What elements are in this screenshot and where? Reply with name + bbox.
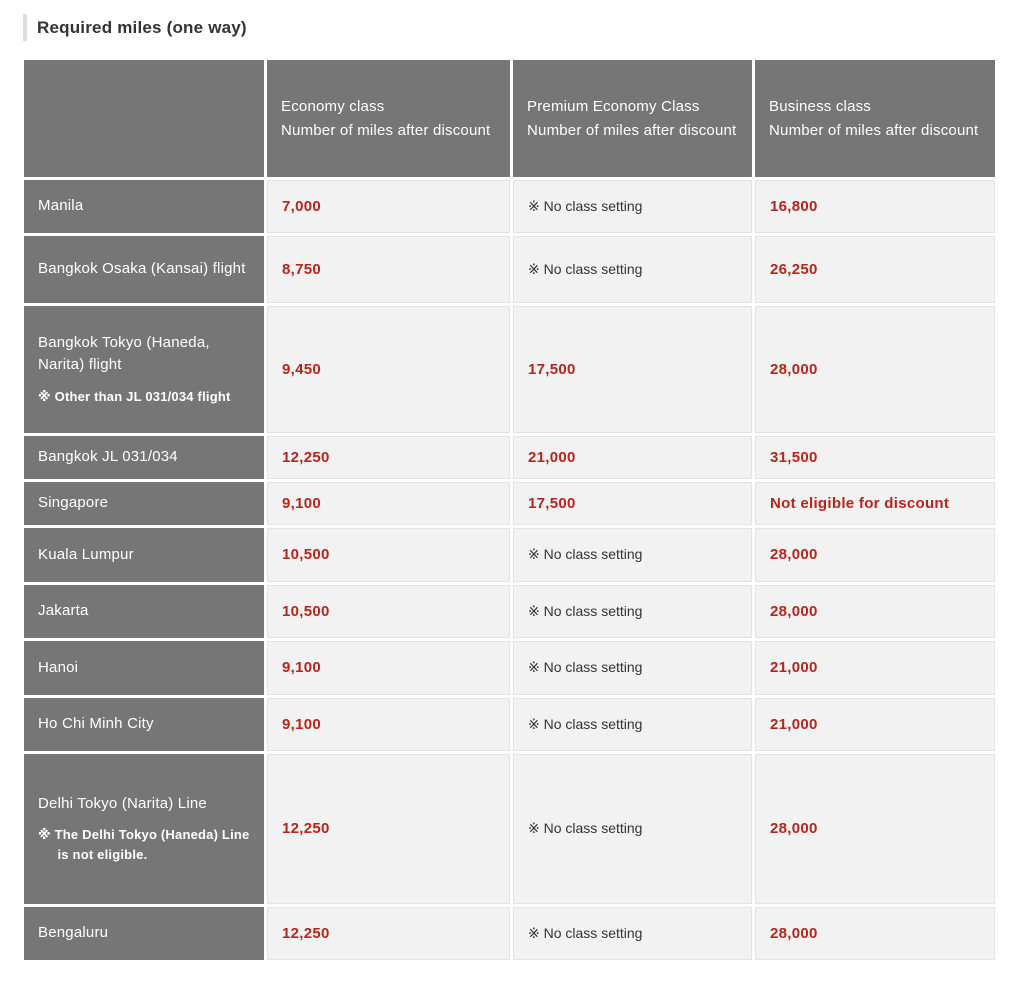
miles-value: 28,000 — [770, 820, 818, 837]
column-header-economy — [267, 60, 510, 177]
destination-note: ※ The Delhi Tokyo (Haneda) Line is not eligible. — [38, 827, 250, 863]
premium-economy-cell — [513, 528, 752, 582]
miles-value: 10,500 — [282, 546, 330, 563]
destination-label: Bengaluru — [38, 924, 109, 942]
no-class-setting-note: ※ No class setting — [528, 197, 643, 214]
table-row-singapore — [24, 482, 995, 525]
column-header-business-sub: Number of miles after discount — [769, 121, 979, 139]
miles-value: 12,250 — [282, 448, 330, 466]
destination-label: Manila — [38, 197, 84, 215]
no-class-setting-note: ※ No class setting — [528, 715, 643, 732]
required-miles-table — [21, 57, 998, 963]
row-header-bengaluru — [24, 907, 264, 960]
business-cell — [755, 180, 995, 233]
business-cell — [755, 528, 995, 582]
miles-value: 26,250 — [770, 260, 818, 278]
column-header-premium-economy — [513, 60, 752, 177]
miles-value: 8,750 — [282, 260, 322, 278]
column-header-premium-sub: Number of miles after discount — [527, 121, 737, 139]
premium-economy-cell — [513, 236, 752, 303]
destination-label: Hanoi — [38, 658, 79, 676]
business-cell — [755, 585, 995, 638]
no-class-setting-note: ※ No class setting — [528, 602, 643, 619]
business-cell — [755, 482, 995, 525]
business-cell — [755, 236, 995, 303]
destination-label: Ho Chi Minh City — [38, 715, 154, 733]
row-header-singapore — [24, 482, 264, 525]
premium-economy-cell — [513, 641, 752, 695]
row-header-bangkok-tokyo — [24, 306, 264, 433]
section-header — [23, 14, 1024, 41]
destination-label: Bangkok Osaka (Kansai) flight — [38, 260, 246, 278]
table-row-bangkok-osaka — [24, 236, 995, 303]
destination-label: Singapore — [38, 494, 109, 512]
business-cell — [755, 306, 995, 433]
no-class-setting-note: ※ No class setting — [528, 659, 643, 675]
miles-value: 31,500 — [770, 448, 818, 466]
economy-cell — [267, 907, 510, 960]
row-header-kuala-lumpur — [24, 528, 264, 582]
row-header-hanoi — [24, 641, 264, 695]
economy-cell — [267, 436, 510, 479]
miles-value: 21,000 — [770, 659, 818, 676]
premium-economy-cell — [513, 180, 752, 233]
table-row-ho-chi-minh — [24, 698, 995, 751]
economy-cell — [267, 641, 510, 695]
business-cell — [755, 698, 995, 751]
title-accent-bar — [23, 14, 27, 41]
economy-cell — [267, 236, 510, 303]
table-row-bangkok-tokyo — [24, 306, 995, 433]
page-title: Required miles (one way) — [37, 17, 247, 37]
row-header-jakarta — [24, 585, 264, 638]
table-row-manila — [24, 180, 995, 233]
business-cell — [755, 907, 995, 960]
business-cell — [755, 754, 995, 904]
destination-label: Kuala Lumpur — [38, 545, 134, 563]
miles-value: 17,500 — [528, 360, 576, 378]
table-row-delhi — [24, 754, 995, 904]
not-eligible-text: Not eligible for discount — [770, 494, 950, 512]
column-header-business — [755, 60, 995, 177]
premium-economy-cell — [513, 698, 752, 751]
miles-value: 12,250 — [282, 820, 330, 837]
row-header-manila — [24, 180, 264, 233]
row-header-bangkok-jl — [24, 436, 264, 479]
miles-value: 21,000 — [770, 715, 818, 733]
miles-value: 16,800 — [770, 197, 818, 215]
economy-cell — [267, 528, 510, 582]
header-row — [24, 60, 995, 177]
no-class-setting-note: ※ No class setting — [528, 546, 643, 562]
miles-value: 28,000 — [770, 546, 818, 563]
premium-economy-cell — [513, 907, 752, 960]
table-row-bangkok-jl — [24, 436, 995, 479]
miles-value: 28,000 — [770, 602, 818, 620]
row-header-delhi — [24, 754, 264, 904]
miles-value: 9,450 — [282, 360, 322, 378]
no-class-setting-note: ※ No class setting — [528, 924, 643, 941]
table-row-bengaluru — [24, 907, 995, 960]
column-header-business-class: Business class — [769, 98, 872, 116]
economy-cell — [267, 180, 510, 233]
premium-economy-cell — [513, 436, 752, 479]
premium-economy-cell — [513, 754, 752, 904]
miles-value: 7,000 — [282, 197, 322, 215]
economy-cell — [267, 482, 510, 525]
miles-value: 21,000 — [528, 448, 576, 466]
miles-value: 9,100 — [282, 659, 322, 676]
premium-economy-cell — [513, 585, 752, 638]
destination-label: Delhi Tokyo (Narita) Line — [38, 794, 207, 812]
economy-cell — [267, 585, 510, 638]
table-row-kuala-lumpur — [24, 528, 995, 582]
row-header-ho-chi-minh — [24, 698, 264, 751]
premium-economy-cell — [513, 482, 752, 525]
column-header-economy-sub: Number of miles after discount — [281, 121, 491, 139]
miles-value: 9,100 — [282, 715, 322, 733]
destination-label: Jakarta — [38, 602, 89, 620]
destination-label: Bangkok Tokyo (Haneda, Narita) flight — [38, 333, 210, 374]
miles-value: 12,250 — [282, 924, 330, 942]
miles-value: 28,000 — [770, 360, 818, 378]
destination-label: Bangkok JL 031/034 — [38, 448, 178, 466]
no-class-setting-note: ※ No class setting — [528, 820, 643, 836]
table-row-hanoi — [24, 641, 995, 695]
column-header-premium-class: Premium Economy Class — [527, 98, 700, 116]
column-header-economy-class: Economy class — [281, 98, 385, 116]
premium-economy-cell — [513, 306, 752, 433]
row-header-bangkok-osaka — [24, 236, 264, 303]
miles-value: 10,500 — [282, 602, 330, 620]
miles-value: 17,500 — [528, 494, 576, 512]
economy-cell — [267, 754, 510, 904]
business-cell — [755, 641, 995, 695]
miles-value: 28,000 — [770, 924, 818, 942]
miles-value: 9,100 — [282, 494, 322, 512]
corner-header-cell — [24, 60, 264, 177]
no-class-setting-note: ※ No class setting — [528, 260, 643, 277]
destination-note: ※ Other than JL 031/034 flight — [38, 388, 231, 404]
table-row-jakarta — [24, 585, 995, 638]
business-cell — [755, 436, 995, 479]
economy-cell — [267, 306, 510, 433]
economy-cell — [267, 698, 510, 751]
